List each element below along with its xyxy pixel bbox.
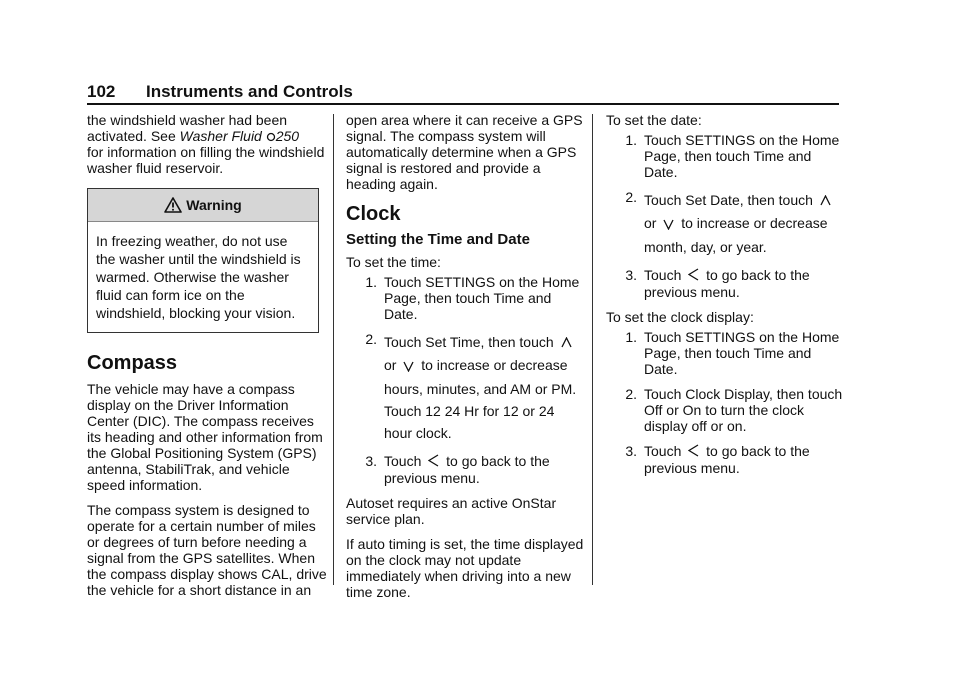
warning-box <box>87 188 319 333</box>
chevron-left-icon <box>688 444 699 460</box>
warning-title: Warning <box>186 197 242 213</box>
column-divider-1 <box>333 114 334 585</box>
compass-paragraph-1: The vehicle may have a compass display on the Driver Information Center (DIC). The compass receives its heading and other information from the Global Positioning System (GPS) antenna, StabiliTrak, and vehicle speed information. <box>87 381 323 493</box>
compass-heading: Compass <box>87 352 178 374</box>
setting-time-date-heading: Setting the Time and Date <box>346 231 530 248</box>
chevron-down-icon <box>663 214 674 236</box>
page-ref-icon <box>266 128 276 144</box>
intro-paragraph: the windshield washer had been activated. See Washer Fluid 250 for information on filling the windshield washer fluid reservoir. <box>87 112 325 176</box>
auto-timing-paragraph: If auto timing is set, the time displayed on the clock may not update immediately when driving into a new time zone. <box>346 535 584 600</box>
list-item: 3. Touch to go back to the previous menu. <box>625 442 810 477</box>
list-item: 1. Touch SETTINGS on the Home Page, then touch Time and Date. <box>365 274 580 322</box>
time-intro: To set the time: <box>346 254 441 270</box>
column-1 <box>87 112 327 607</box>
date-intro: To set the date: <box>606 112 702 128</box>
clock-heading: Clock <box>346 203 401 225</box>
column-2 <box>346 112 584 609</box>
page-header <box>87 82 839 104</box>
column-3 <box>606 112 846 485</box>
warning-header <box>88 189 318 222</box>
time-steps <box>346 274 584 486</box>
list-item: 1. Touch SETTINGS on the Home Page, then touch Time and Date. <box>625 132 840 180</box>
chevron-up-icon <box>820 190 831 212</box>
list-item: 2. Touch Clock Display, then touch Off or On to turn the clock display off or on. <box>625 385 843 434</box>
list-item: 3. Touch to go back to the previous menu. <box>625 266 810 300</box>
header-rule <box>87 103 839 105</box>
list-item: 2. Touch Set Time, then touch or to increase or decrease hours, minutes, and AM or PM. Touch 12 24 Hr for 12 or 24 hour clock. <box>365 331 577 441</box>
compass-paragraph-2: The compass system is designed to operate for a certain number of miles or degrees of turn before needing a signal from the GPS satellites. When the compass display shows CAL, drive the vehicle for a short distance in an <box>87 502 327 598</box>
chevron-down-icon <box>403 356 414 378</box>
date-steps <box>606 132 846 300</box>
chevron-up-icon <box>561 332 572 354</box>
section-title: Instruments and Controls <box>146 82 353 101</box>
autoset-paragraph: Autoset requires an active OnStar service plan. <box>346 494 557 527</box>
column-divider-2 <box>592 114 593 585</box>
chevron-left-icon <box>428 454 439 470</box>
list-item: 3. Touch to go back to the previous menu. <box>365 452 550 486</box>
warning-icon <box>164 197 182 213</box>
display-intro: To set the clock display: <box>606 308 754 325</box>
list-item: 2. Touch Set Date, then touch or to increase or decrease month, day, or year. <box>606 189 846 258</box>
page-ref-250[interactable]: 250 <box>275 128 300 144</box>
washer-fluid-link[interactable]: Washer Fluid <box>179 128 262 144</box>
chevron-left-icon <box>688 268 699 284</box>
list-item: 1. Touch SETTINGS on the Home Page, then touch Time and Date. <box>625 328 840 377</box>
warning-text: In freezing weather, do not use the washer until the windshield is warmed. Otherwise the washer fluid can form ice on the windshield, blocking your vision. <box>96 233 301 321</box>
compass-continued: open area where it can receive a GPS signal. The compass system will automatically determine when a GPS signal is restored and provide a heading again. <box>346 112 583 192</box>
display-steps <box>606 329 846 476</box>
page-number: 102 <box>87 82 116 101</box>
